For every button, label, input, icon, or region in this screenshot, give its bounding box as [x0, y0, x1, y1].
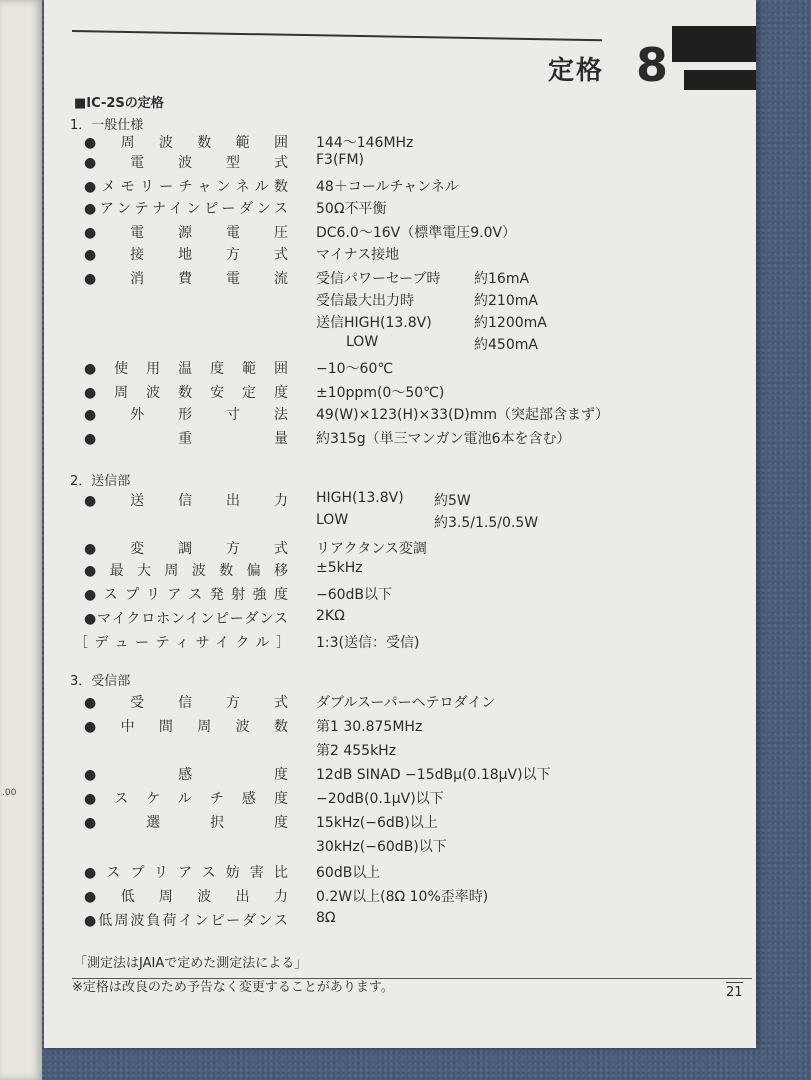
spec-label: ●周波数安定度 — [84, 385, 288, 401]
spec-label: ●電源電圧 — [84, 225, 288, 241]
footer-rule — [72, 978, 752, 979]
spec-label: ●受信方式 — [84, 695, 288, 711]
spec-label: ●接地方式 — [84, 247, 288, 263]
chapter-number: 8 — [636, 38, 669, 92]
spec-value: −10〜60℃ — [316, 361, 394, 377]
left-page-edge — [0, 0, 42, 1080]
spec-value: LOW — [346, 334, 379, 350]
spec-label: ［デューティサイクル］ — [74, 635, 290, 651]
spec-value-secondary: 約3.5/1.5/0.5W — [434, 515, 539, 531]
spec-value-secondary: 約450mA — [474, 337, 538, 353]
chapter-tab-block-lower — [684, 70, 756, 90]
spec-label: ●低周波出力 — [84, 889, 288, 905]
spec-label: ●周波数範囲 — [84, 135, 288, 151]
spec-value: 受信パワーセーブ時 — [316, 271, 441, 287]
spec-value: 受信最大出力時 — [316, 293, 414, 309]
spec-label: ●消費電流 — [84, 271, 288, 287]
spec-value-secondary: 約1200mA — [474, 315, 547, 331]
chapter-title: 定格 — [548, 56, 605, 86]
spec-value-secondary: 約210mA — [474, 293, 538, 309]
spec-value: HIGH(13.8V) — [316, 490, 404, 506]
spec-value: 12dB SINAD −15dBμ(0.18μV)以下 — [316, 767, 551, 783]
spec-value: 60dB以上 — [316, 865, 381, 881]
spec-value: LOW — [316, 512, 349, 528]
spec-value: 約315g（単三マンガン電池6本を含む） — [316, 431, 571, 447]
spec-value: 49(W)×123(H)×33(D)mm（突起部含まず） — [316, 407, 610, 423]
spec-value: −60dB以下 — [316, 587, 393, 603]
spec-label: ●スプリアス妨害比 — [84, 865, 288, 881]
spec-label: ●外形寸法 — [84, 407, 288, 423]
section-title: ■IC-2Sの定格 — [74, 96, 164, 111]
spec-value: 0.2W以上(8Ω 10%歪率時) — [316, 889, 489, 905]
spec-value: マイナス接地 — [316, 247, 400, 263]
spec-label: ●スケルチ感度 — [84, 791, 288, 807]
spec-label: ●スプリアス発射強度 — [84, 587, 288, 603]
receiver-heading: 3．受信部 — [70, 674, 131, 689]
spec-value: 30kHz(−60dB)以下 — [316, 839, 447, 855]
transmitter-heading: 2．送信部 — [70, 474, 131, 489]
spec-label: ●最大周波数偏移 — [84, 563, 288, 579]
spec-value-secondary: 約16mA — [474, 271, 530, 287]
spec-label: ●使用温度範囲 — [84, 361, 288, 377]
spec-value: 第2 455kHz — [316, 743, 397, 759]
spec-value: 48＋コールチャンネル — [316, 179, 459, 195]
spec-value: リアクタンス変調 — [316, 541, 427, 557]
left-page-snippet: .00 — [2, 788, 17, 798]
spec-label: ●感度 — [84, 767, 288, 783]
spec-value: 2KΩ — [316, 608, 345, 624]
spec-label: ●選択度 — [84, 815, 288, 831]
chapter-tab-block — [672, 26, 756, 62]
spec-value: 8Ω — [316, 910, 336, 926]
spec-label: ●マイクロホンインピーダンス — [84, 611, 288, 627]
spec-value: ダブルスーパーヘテロダイン — [316, 695, 496, 711]
spec-value: DC6.0〜16V（標準電圧9.0V） — [316, 225, 517, 241]
spec-label: ●メモリーチャンネル数 — [84, 179, 288, 195]
spec-label: ●送信出力 — [84, 493, 288, 509]
spec-value: F3(FM) — [316, 152, 365, 168]
spec-value: 第1 30.875MHz — [316, 719, 423, 735]
page-number: 21 — [726, 982, 743, 1000]
spec-label: ●低周波負荷インピーダンス — [84, 913, 288, 929]
spec-value: −20dB(0.1μV)以下 — [316, 791, 444, 807]
spec-label: ●電波型式 — [84, 155, 288, 171]
spec-label: ●重量 — [84, 431, 288, 447]
spec-value: 1:3(送信：受信) — [316, 635, 420, 651]
spec-value: 50Ω不平衡 — [316, 201, 387, 217]
note-disclaimer: ※定格は改良のため予告なく変更することがあります。 — [72, 980, 394, 995]
spec-label: ●アンテナインピーダンス — [84, 201, 288, 217]
spec-value-secondary: 約5W — [434, 493, 471, 509]
general-heading: 1．一般仕様 — [70, 118, 144, 133]
spec-value: ±10ppm(0〜50℃) — [316, 385, 445, 401]
note-measurement: 「測定法はJAIAで定めた測定法による」 — [74, 956, 308, 971]
spec-label: ●中間周波数 — [84, 719, 288, 735]
spec-value: 送信HIGH(13.8V) — [316, 315, 432, 331]
spec-value: 144〜146MHz — [316, 135, 414, 151]
spec-value: 15kHz(−6dB)以上 — [316, 815, 438, 831]
manual-page — [44, 0, 756, 1048]
spec-label: ●変調方式 — [84, 541, 288, 557]
header-rule — [72, 30, 602, 41]
spec-value: ±5kHz — [316, 560, 363, 576]
